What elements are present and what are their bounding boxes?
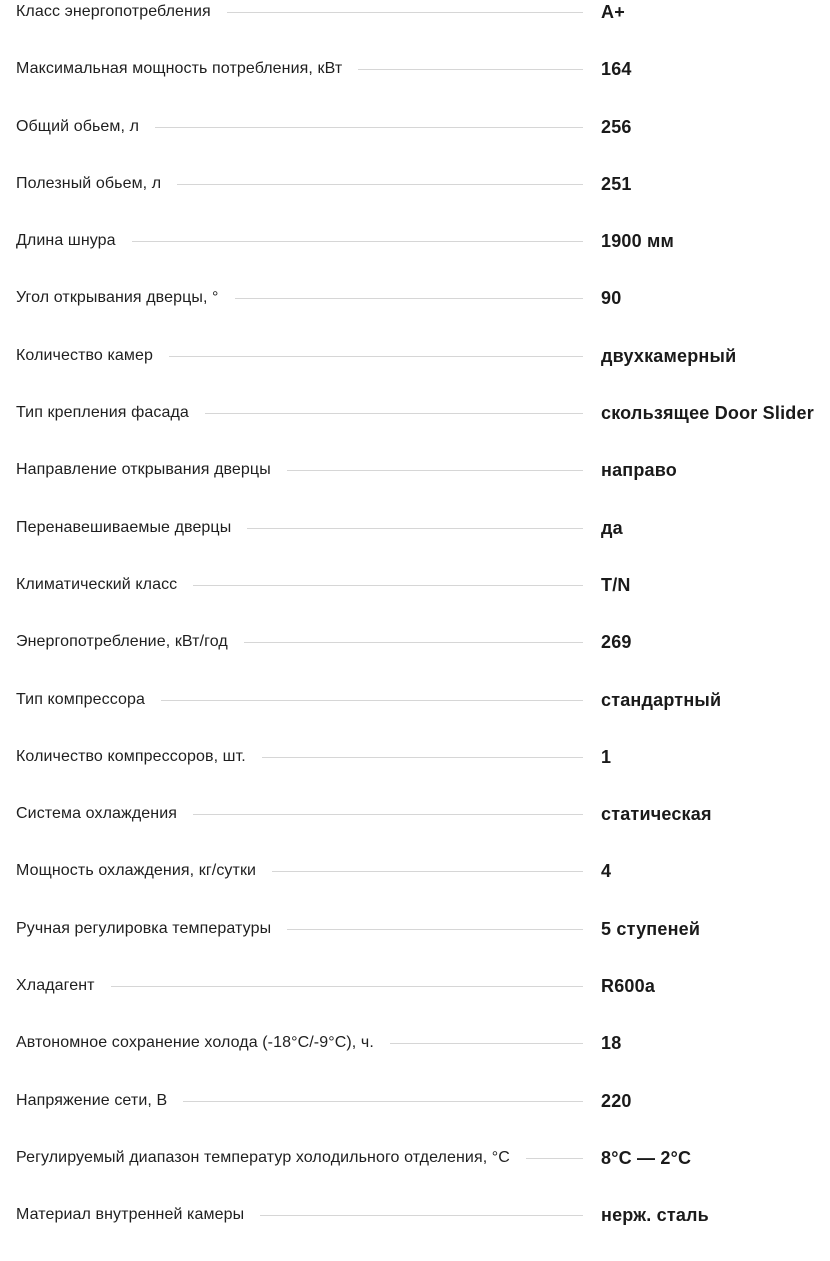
spec-value: R600a xyxy=(601,976,656,997)
spec-row-facade-mount xyxy=(0,401,830,458)
spec-row-voltage xyxy=(0,1089,830,1146)
dotted-leader-line xyxy=(260,1215,583,1216)
spec-label: Регулируемый диапазон температур холодильного отделения, °C xyxy=(16,1148,510,1166)
dotted-leader-line xyxy=(205,413,583,414)
spec-label: Энергопотребление, кВт/год xyxy=(16,633,228,651)
dotted-leader-line xyxy=(358,69,583,70)
spec-value: 18 xyxy=(601,1033,622,1054)
spec-row-reversible-doors xyxy=(0,516,830,573)
spec-label: Напряжение сети, В xyxy=(16,1091,168,1109)
spec-label: Количество компрессоров, шт. xyxy=(16,747,246,765)
spec-value: скользящее Door Slider xyxy=(601,403,814,424)
spec-label: Тип крепления фасада xyxy=(16,404,189,422)
spec-value: да xyxy=(601,517,623,538)
spec-value: T/N xyxy=(601,574,631,595)
dotted-leader-line xyxy=(235,298,583,299)
spec-value: 90 xyxy=(601,288,622,309)
dotted-leader-line xyxy=(183,1101,583,1102)
dotted-leader-line xyxy=(193,814,583,815)
dotted-leader-line xyxy=(526,1158,583,1159)
dotted-leader-line xyxy=(177,184,583,185)
spec-label: Длина шнура xyxy=(16,232,116,250)
dotted-leader-line xyxy=(132,241,583,242)
dotted-leader-line xyxy=(287,470,583,471)
dotted-leader-line xyxy=(247,528,583,529)
spec-value: 1900 мм xyxy=(601,231,675,252)
spec-value: 164 xyxy=(601,59,632,80)
spec-row-compressor-type xyxy=(0,688,830,745)
spec-label: Система охлаждения xyxy=(16,805,178,823)
spec-row-cooling-system xyxy=(0,802,830,859)
spec-row-door-direction xyxy=(0,458,830,515)
dotted-leader-line xyxy=(390,1043,583,1044)
spec-row-door-angle xyxy=(0,286,830,343)
dotted-leader-line xyxy=(155,127,583,128)
spec-row-temp-range xyxy=(0,1146,830,1203)
spec-value: 256 xyxy=(601,116,632,137)
spec-label: Мощность охлаждения, кг/сутки xyxy=(16,862,257,880)
spec-row-cord-length xyxy=(0,229,830,286)
spec-label: Климатический класс xyxy=(16,575,178,593)
spec-row-inner-material xyxy=(0,1203,830,1260)
dotted-leader-line xyxy=(287,929,583,930)
spec-label: Материал внутренней камеры xyxy=(16,1206,245,1224)
spec-label: Хладагент xyxy=(16,977,95,995)
spec-row-compressor-count xyxy=(0,745,830,802)
spec-label: Класс энергопотребления xyxy=(16,3,211,20)
dotted-leader-line xyxy=(262,757,583,758)
spec-row-refrigerant xyxy=(0,974,830,1031)
spec-label: Максимальная мощность потребления, кВт xyxy=(16,60,343,78)
spec-value: 220 xyxy=(601,1090,632,1111)
dotted-leader-line xyxy=(227,12,583,13)
spec-value: 269 xyxy=(601,632,632,653)
spec-row-autonomous-cold xyxy=(0,1031,830,1088)
spec-row-climate-class xyxy=(0,573,830,630)
spec-value: 8°C — 2°C xyxy=(601,1147,692,1168)
spec-row-cooling-capacity xyxy=(0,859,830,916)
spec-value: 4 xyxy=(601,861,612,882)
dotted-leader-line xyxy=(169,356,583,357)
spec-value: направо xyxy=(601,460,677,481)
dotted-leader-line xyxy=(161,700,583,701)
spec-label: Ручная регулировка температуры xyxy=(16,919,272,937)
spec-row-energy-class xyxy=(0,0,830,57)
spec-value: двухкамерный xyxy=(601,345,737,366)
spec-value: 5 ступеней xyxy=(601,918,701,939)
spec-value: 1 xyxy=(601,746,612,767)
dotted-leader-line xyxy=(244,642,583,643)
spec-label: Полезный обьем, л xyxy=(16,174,162,192)
spec-row-chambers xyxy=(0,344,830,401)
spec-row-useful-volume xyxy=(0,172,830,229)
spec-value: A+ xyxy=(601,2,625,22)
spec-row-total-volume xyxy=(0,115,830,172)
spec-label: Перенавешиваемые дверцы xyxy=(16,518,232,536)
spec-value: 251 xyxy=(601,173,632,194)
spec-row-energy-consumption xyxy=(0,630,830,687)
dotted-leader-line xyxy=(193,585,583,586)
spec-row-max-power xyxy=(0,57,830,114)
spec-label: Количество камер xyxy=(16,346,154,364)
spec-label: Автономное сохранение холода (-18°C/-9°C), ч. xyxy=(16,1034,374,1052)
spec-value: стандартный xyxy=(601,689,722,710)
spec-value: нерж. сталь xyxy=(601,1205,709,1226)
dotted-leader-line xyxy=(272,871,583,872)
spec-label: Общий обьем, л xyxy=(16,117,140,135)
spec-value: статическая xyxy=(601,804,712,825)
spec-label: Угол открывания дверцы, ° xyxy=(16,289,219,307)
spec-row-manual-temp-control xyxy=(0,917,830,974)
dotted-leader-line xyxy=(111,986,583,987)
spec-label: Тип компрессора xyxy=(16,690,146,708)
spec-label: Направление открывания дверцы xyxy=(16,461,271,479)
